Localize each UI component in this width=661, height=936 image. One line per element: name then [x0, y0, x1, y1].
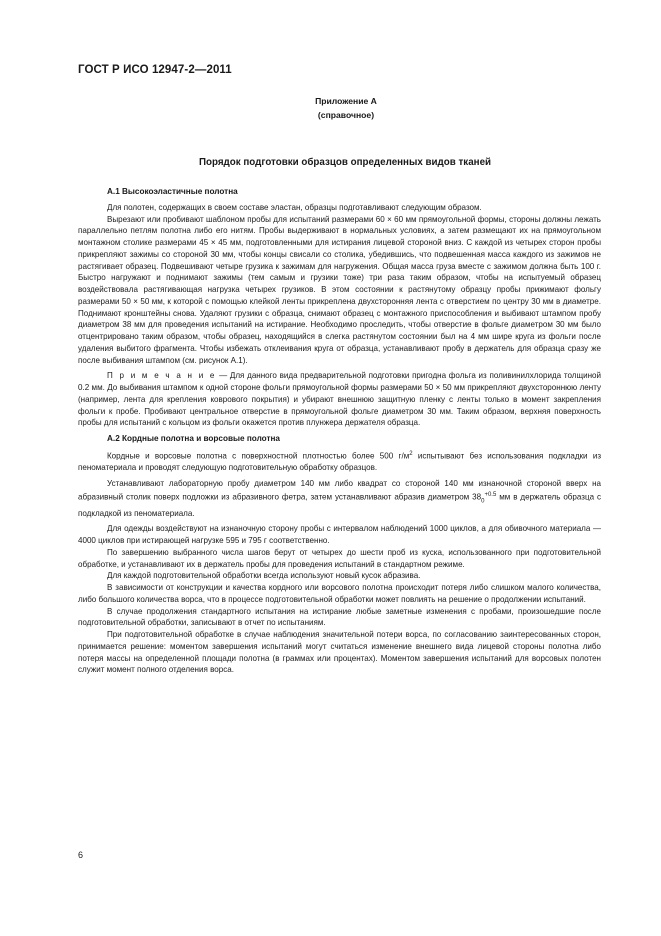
upper-tolerance: +0.5 [484, 491, 497, 498]
paragraph: Для каждой подготовительной обработки всегда используют новый кусок абразива. [107, 571, 421, 581]
superscript: 2 [409, 450, 413, 457]
document-body [78, 186, 601, 676]
paragraph [78, 478, 601, 520]
paragraph: В случае продолжения стандартного испытания на истирание любые заметные изменения с пробами, произошедшие после подготовительной обработки, записывают в отчет по испытаниям. [78, 606, 601, 628]
lower-tolerance: 0 [481, 497, 485, 504]
note-paragraph [78, 370, 601, 429]
paragraph: Вырезают или пробивают шаблоном пробы для испытаний размерами 60 × 60 мм прямоугольной формы, стороны должны лежать параллельно петлям полотна либо его нитям. Пробы выдерживают в нормальных условиях, а затем размещают их на прямоугольном монтажном столике размерами 45 × 45 мм, подготовленными для истирания лицевой стороной вниз. С каждой из четырех сторон пробы прикрепляют зажимы со стороной 30 мм, чтобы концы свисали со столика, убедившись, что подвешенная масса каждого из зажимов не растягивает образец. Подвешивают четыре грузика к зажимам для нагружения. Общая масса груза вместе с зажимом должна быть 100 г. Быстро нагружают и поднимают зажимы (тем самым и грузики тоже) три раза таким образом, чтобы на испытуемый образец воздействовала растягивающая нагрузка четырех грузиков. В этом состоянии к растянутому образцу пробы прижимают фольгу размерами 50 × 50 мм, к которой с помощью клейкой ленты прикреплена двухсторонняя лента с отверстием по центру 30 мм в диаметре. Поднимают кронштейны снова. Удаляют грузики с образца, снимают образец с монтажного приспособления и выбивают штампом пробу диаметром 38 мм для проведения испытаний на истирание. Необходимо проследить, чтобы отверстие в фольге диаметром 30 мм было отцентрировано таким образом, чтобы образец, находящийся в слегка растянутом состоянии был на 4 мм шире круга из фольги после удаления выбитого фрагмента. Чтобы избежать отклеивания круга от образца, устанавливают пробу в держатель для образца сразу же после выбивания штампом (см. рисунок А.1). [78, 214, 601, 365]
appendix-type: (справочное) [317, 110, 375, 120]
text-run: Кордные и ворсовые полотна с поверхностной плотностью более 500 г/м [107, 451, 410, 461]
note-label: П р и м е ч а н и е [107, 371, 217, 381]
section-heading-a2: А.2 Кордные полотна и ворсовые полотна [107, 434, 280, 443]
appendix-block [300, 94, 392, 122]
appendix-title: Порядок подготовки образцов определенных видов тканей [198, 157, 492, 168]
text-run: испытывают без использования подкладки из пеноматериала и проводят следующую подготовительную обработку образцов. [78, 451, 602, 473]
paragraph: Для полотен, содержащих в своем составе эластан, образцы подготавливают следующим образом. [107, 202, 482, 212]
text-run: мм в держатель образца с подкладкой из пеноматериала. [78, 492, 601, 518]
paragraph: В зависимости от конструкции и качества кордного или ворсового полотна происходит потеря либо слишком малого количества, либо большого количества ворса, что в процессе подготовительной обработки может повлиять на решение о продолжении испытаний. [78, 583, 601, 604]
appendix-label: Приложение А [315, 96, 377, 106]
paragraph [78, 449, 601, 474]
note-text: — Для данного вида предварительной подготовки пригодна фольга из поливинилхлорида толщиной 0.2 мм. До выбивания штампом к одной стороне фольги прямоугольной формы размерами 50 × 50 мм прикрепляют двухстороннюю ленту (например, лента для крепления коврового покрытия) и убирают внешнюю защитную пленку с ленты только в момент закрепления фольги к пробе. Пробивают центральное отверстие в прямоугольной фольге диаметром 30 мм. Таким образом, верхняя поверхность пробы для испытаний с кольцом из фольги окажется против плунжера держателя образца. [78, 371, 601, 428]
paragraph: Для одежды воздействуют на изнаночную сторону пробы с интервалом наблюдений 1000 циклов, а для обивочного материала — 4000 циклов при истирающей нагрузке 595 и 795 г соответственно. [78, 524, 601, 546]
section-heading-a1: А.1 Высокоэластичные полотна [107, 187, 238, 196]
paragraph: По завершению выбранного числа шагов берут от четырех до шести проб из куска, использованного при подготовительной обработке, и устанавливают их в держатель пробы для проведения испытаний в стандартном режиме. [78, 547, 601, 569]
page-number: 6 [78, 850, 84, 860]
text-run: Устанавливают лабораторную пробу диаметром 140 мм либо квадрат со стороной 140 мм изнаночной стороной вверх на абразивный столик поверх подложки из абразивного фетра, затем устанавливают абразив диаметром 38 [78, 478, 601, 502]
paragraph: При подготовительной обработке в случае наблюдения значительной потери ворса, по согласованию заинтересованных сторон, принимается решение: моментом завершения испытаний могут считаться изменение внешнего вида лицевой стороны полотна либо потеря массы на определенной площади полотна (в граммах или процентах). Моментом завершения испытаний для ворсовых полотен служит момент полного отделения ворса. [78, 630, 601, 675]
document-header: ГОСТ Р ИСО 12947-2—2011 [78, 64, 232, 76]
